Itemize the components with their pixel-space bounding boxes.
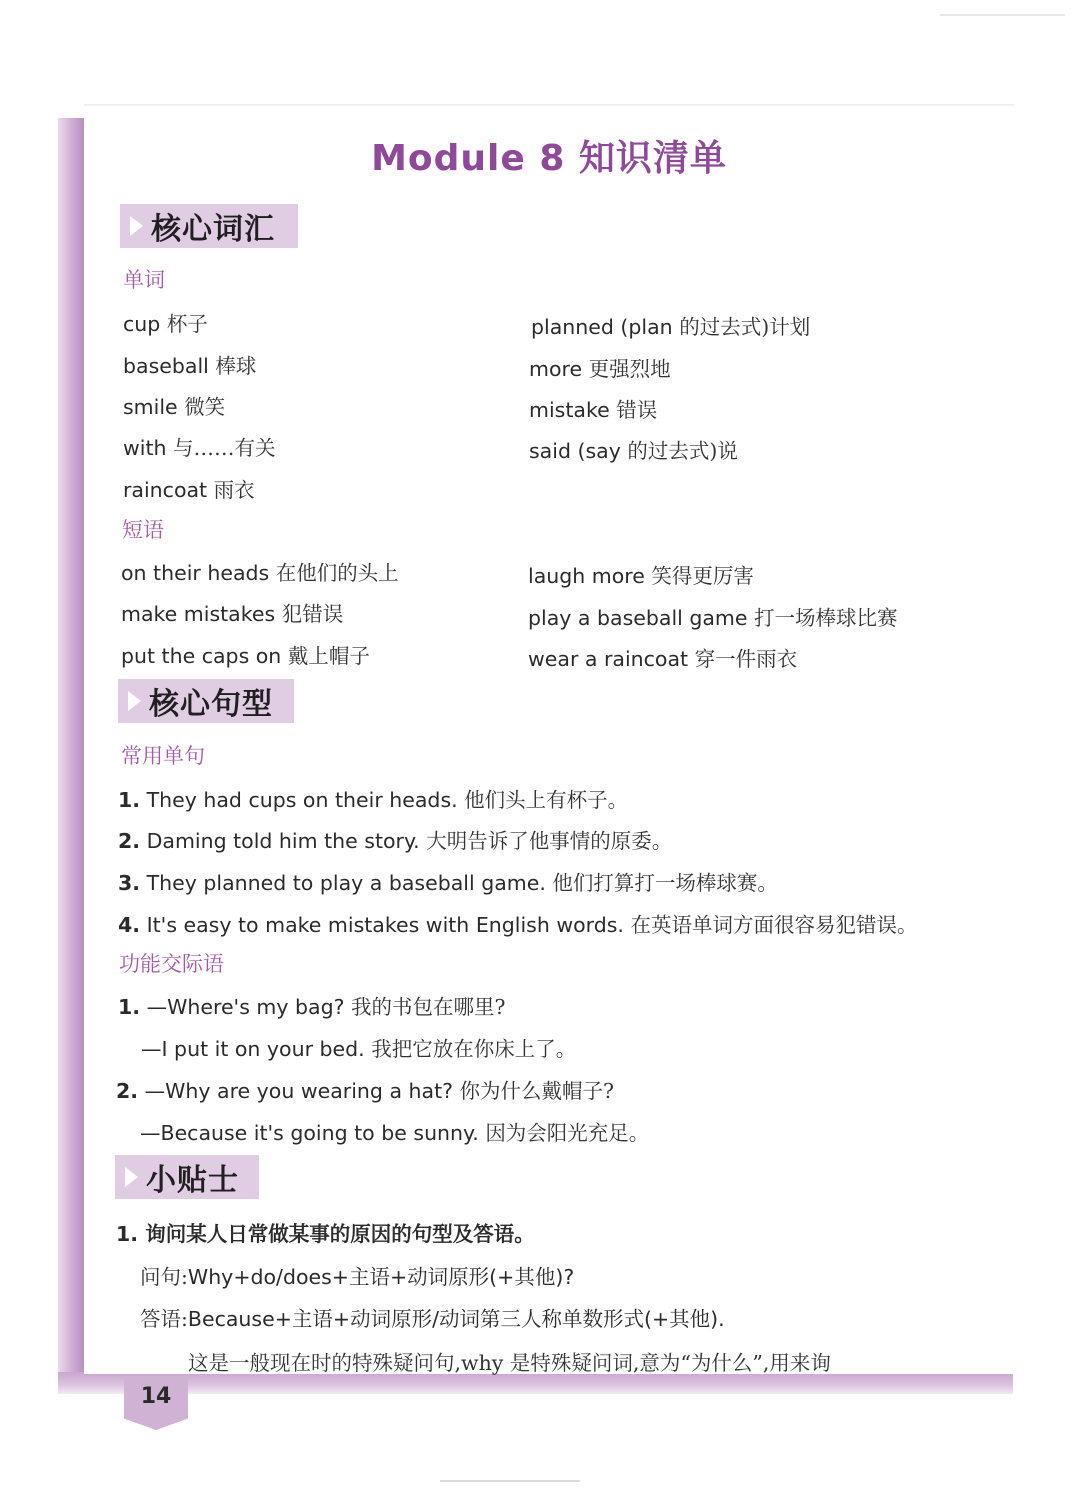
phrase-en: play a baseball game — [528, 606, 748, 630]
sentence-en: They had cups on their heads. — [146, 788, 458, 812]
word-en: raincoat — [123, 478, 208, 502]
dialog-answer — [140, 1116, 649, 1146]
dialog-q-en: —Why are you wearing a hat? — [144, 1079, 453, 1103]
phrase-item — [121, 556, 399, 586]
sentence-number: 4. — [118, 913, 141, 937]
phrase-item — [528, 559, 754, 589]
word-item — [123, 307, 208, 337]
question-formula: Why+do/does+主语+动词原形(+其他)? — [187, 1265, 575, 1289]
page-number: 14 — [140, 1384, 172, 1409]
word-zh: 更强烈地 — [588, 357, 671, 381]
word-item — [529, 352, 671, 382]
sentence-zh: 他们打算打一场棒球赛。 — [552, 871, 778, 895]
common-sentences-label: 常用单句 — [121, 744, 205, 768]
tip-title: 询问某人日常做某事的原因的句型及答语。 — [145, 1222, 535, 1246]
phrase-en: on their heads — [121, 561, 270, 585]
word-en: with — [123, 436, 167, 460]
word-zh: 微笑 — [184, 395, 226, 419]
sentence-zh: 大明告诉了他事情的原委。 — [426, 829, 673, 853]
book-edge-band — [58, 118, 86, 1388]
sentence-zh: 在英语单词方面很容易犯错误。 — [630, 913, 918, 937]
word-zh: 的过去式)说 — [627, 439, 738, 463]
word-item — [123, 431, 276, 461]
page-title: Module 8 知识清单 — [371, 138, 727, 179]
dialog-a-zh: 因为会阳光充足。 — [485, 1121, 650, 1145]
word-zh: 的过去式)计划 — [679, 315, 811, 339]
scan-edge-bottom — [440, 1480, 580, 1482]
phrase-item — [121, 597, 343, 627]
word-en: cup — [123, 312, 161, 336]
word-zh: 错误 — [616, 398, 658, 422]
phrase-item — [121, 639, 370, 669]
phrase-zh: 戴上帽子 — [287, 644, 370, 668]
sentence-number: 1. — [118, 788, 141, 812]
phrase-zh: 穿一件雨衣 — [694, 647, 798, 671]
tip-answer-line — [140, 1302, 725, 1332]
word-item — [529, 393, 657, 423]
tip-number: 1. — [116, 1222, 139, 1246]
dialog-a-en: —Because it's going to be sunny. — [140, 1121, 479, 1145]
word-item — [531, 310, 810, 340]
sentence-row — [118, 783, 628, 813]
word-en: planned (plan — [531, 315, 673, 339]
dialog-answer — [141, 1032, 576, 1062]
section-tips-heading: 小贴士 — [146, 1163, 239, 1198]
phrase-en: laugh more — [528, 564, 645, 588]
sentence-row — [118, 866, 778, 896]
sentence-en: It's easy to make mistakes with English words. — [146, 913, 624, 937]
dialog-question — [118, 990, 506, 1020]
section-vocab-tag — [120, 204, 298, 248]
dialog-q-zh: 你为什么戴帽子? — [459, 1079, 615, 1103]
section-vocab-heading: 核心词汇 — [151, 212, 275, 247]
tip-explanation — [188, 1346, 831, 1376]
question-label: 问句: — [140, 1265, 188, 1289]
word-en: baseball — [123, 354, 209, 378]
word-item — [123, 473, 255, 503]
words-label: 单词 — [123, 268, 165, 292]
phrase-item — [528, 601, 898, 631]
tip-point-title — [116, 1217, 535, 1247]
dialog-question — [116, 1074, 614, 1104]
scan-edge-top — [940, 14, 1065, 16]
phrase-item — [528, 642, 797, 672]
phrase-en: make mistakes — [121, 602, 276, 626]
sentence-row — [118, 824, 672, 854]
phrase-zh: 打一场棒球比赛 — [754, 606, 898, 630]
phrase-en: put the caps on — [121, 644, 282, 668]
play-arrow-icon — [125, 1167, 138, 1187]
word-en: smile — [123, 395, 178, 419]
section-tips-tag — [115, 1155, 259, 1199]
phrase-zh: 笑得更厉害 — [651, 564, 754, 588]
sentence-zh: 他们头上有杯子。 — [464, 788, 629, 812]
dialog-q-en: —Where's my bag? — [146, 995, 345, 1019]
word-zh: 棒球 — [215, 354, 257, 378]
sentence-row — [118, 908, 917, 938]
dialog-number: 2. — [116, 1079, 139, 1103]
word-zh: 与……有关 — [173, 436, 276, 460]
word-item — [123, 349, 256, 379]
word-item — [123, 390, 225, 420]
answer-label: 答语: — [140, 1307, 188, 1331]
word-en: said (say — [529, 439, 621, 463]
phrases-label: 短语 — [122, 518, 164, 542]
dialog-q-zh: 我的书包在哪里? — [351, 995, 506, 1019]
word-zh: 雨衣 — [213, 478, 255, 502]
section-sentences-heading: 核心句型 — [149, 687, 273, 722]
dialog-label: 功能交际语 — [119, 952, 224, 976]
dialog-a-zh: 我把它放在你床上了。 — [371, 1037, 577, 1061]
word-en: more — [529, 357, 583, 381]
sentence-number: 2. — [118, 829, 141, 853]
play-arrow-icon — [130, 216, 143, 236]
answer-formula: Because+主语+动词原形/动词第三人称单数形式(+其他). — [187, 1307, 725, 1331]
tip-question-line — [140, 1260, 574, 1290]
play-arrow-icon — [128, 691, 141, 711]
word-en: mistake — [529, 398, 610, 422]
section-sentences-tag — [118, 679, 294, 723]
phrase-zh: 在他们的头上 — [275, 561, 399, 585]
sentence-number: 3. — [118, 871, 141, 895]
word-zh: 杯子 — [166, 312, 208, 336]
sentence-en: They planned to play a baseball game. — [146, 871, 546, 895]
dialog-a-en: —I put it on your bed. — [141, 1037, 365, 1061]
phrase-zh: 犯错误 — [281, 602, 344, 626]
word-item — [529, 434, 738, 464]
phrase-en: wear a raincoat — [528, 647, 689, 671]
dialog-number: 1. — [118, 995, 141, 1019]
sentence-en: Daming told him the story. — [146, 829, 420, 853]
explanation-text: 这是一般现在时的特殊疑问句,why 是特殊疑问词,意为“为什么”,用来询 — [188, 1351, 831, 1375]
